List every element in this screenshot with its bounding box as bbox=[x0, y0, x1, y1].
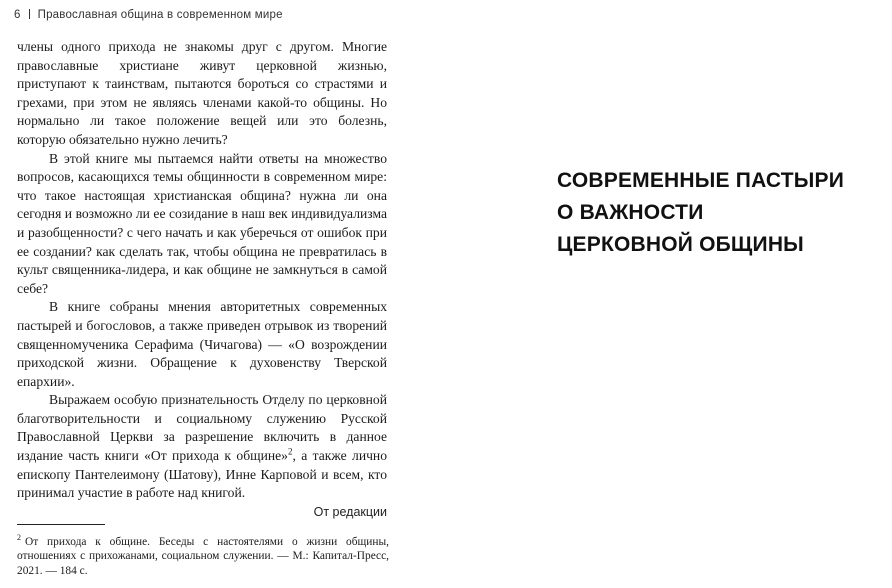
page-number: 6 bbox=[14, 9, 21, 21]
footnote-mark: 2 bbox=[17, 533, 21, 542]
paragraph-4-text-a: Выражаем особую признательность Отделу по церковной благотворительности и социальному служению Русской Православной Церкви за разрешение включить в данное издание часть книги «От прихода к общине» bbox=[17, 392, 387, 464]
right-page bbox=[440, 0, 892, 588]
chapter-title bbox=[557, 165, 887, 261]
left-page bbox=[0, 0, 440, 588]
chapter-title-line-1: СОВРЕМЕННЫЕ ПАСТЫРИ bbox=[557, 169, 845, 192]
paragraph-4-text-b: , а также лично епископу Пантелеимону (Шатову), Инне Карповой и всем, кто принимал участие в работе над книгой. bbox=[17, 448, 387, 501]
signature: От редакции bbox=[313, 505, 387, 519]
running-head-divider bbox=[29, 9, 30, 19]
running-head-title: Православная община в современном мире bbox=[37, 9, 283, 21]
running-head bbox=[14, 9, 283, 21]
paragraph-1: члены одного прихода не знакомы друг с другом. Многие православные христиане живут церковной жизнью, приступают к таинствам, пытаются бороться со страстями и грехами, при этом не являясь членами какой-то общины. Но нормально ли такое положение вещей или это болезнь, которую обязательно нужно лечить? bbox=[17, 39, 387, 147]
chapter-title-line-2: О ВАЖНОСТИ bbox=[557, 201, 704, 224]
footnote bbox=[17, 531, 389, 579]
footnote-text: От прихода к общине. Беседы с настоятелями о жизни общины, отношениях с прихожанами, социальном служении. — М.: Капитал-Пресс, 2021. — 184 с. bbox=[17, 535, 389, 577]
paragraph-3: В книге собраны мнения авторитетных современных пастырей и богословов, а также приведен отрывок из творений священномученика Серафима (Чичагова) — «О возрождении приходской жизни. Обращение к духовенству Тверской епархии». bbox=[17, 299, 387, 389]
body-text bbox=[17, 38, 387, 503]
footnote-reference: 2 bbox=[287, 446, 293, 457]
paragraph-4 bbox=[17, 391, 387, 503]
chapter-title-line-3: ЦЕРКОВНОЙ ОБЩИНЫ bbox=[557, 233, 804, 256]
footnote-divider bbox=[17, 524, 105, 525]
paragraph-2: В этой книге мы пытаемся найти ответы на множество вопросов, касающихся темы общинности в современном мире: что такое настоящая христианская община? нужна ли она сегодня и возможно ли ее созидание в наш век индивидуализма и разобщенности? с чего начать и как уберечься от ошибок при ее создании? как сделать так, чтобы община не превратилась в культ священника-лидера, и как общине не замкнуться в самой себе? bbox=[17, 150, 387, 296]
